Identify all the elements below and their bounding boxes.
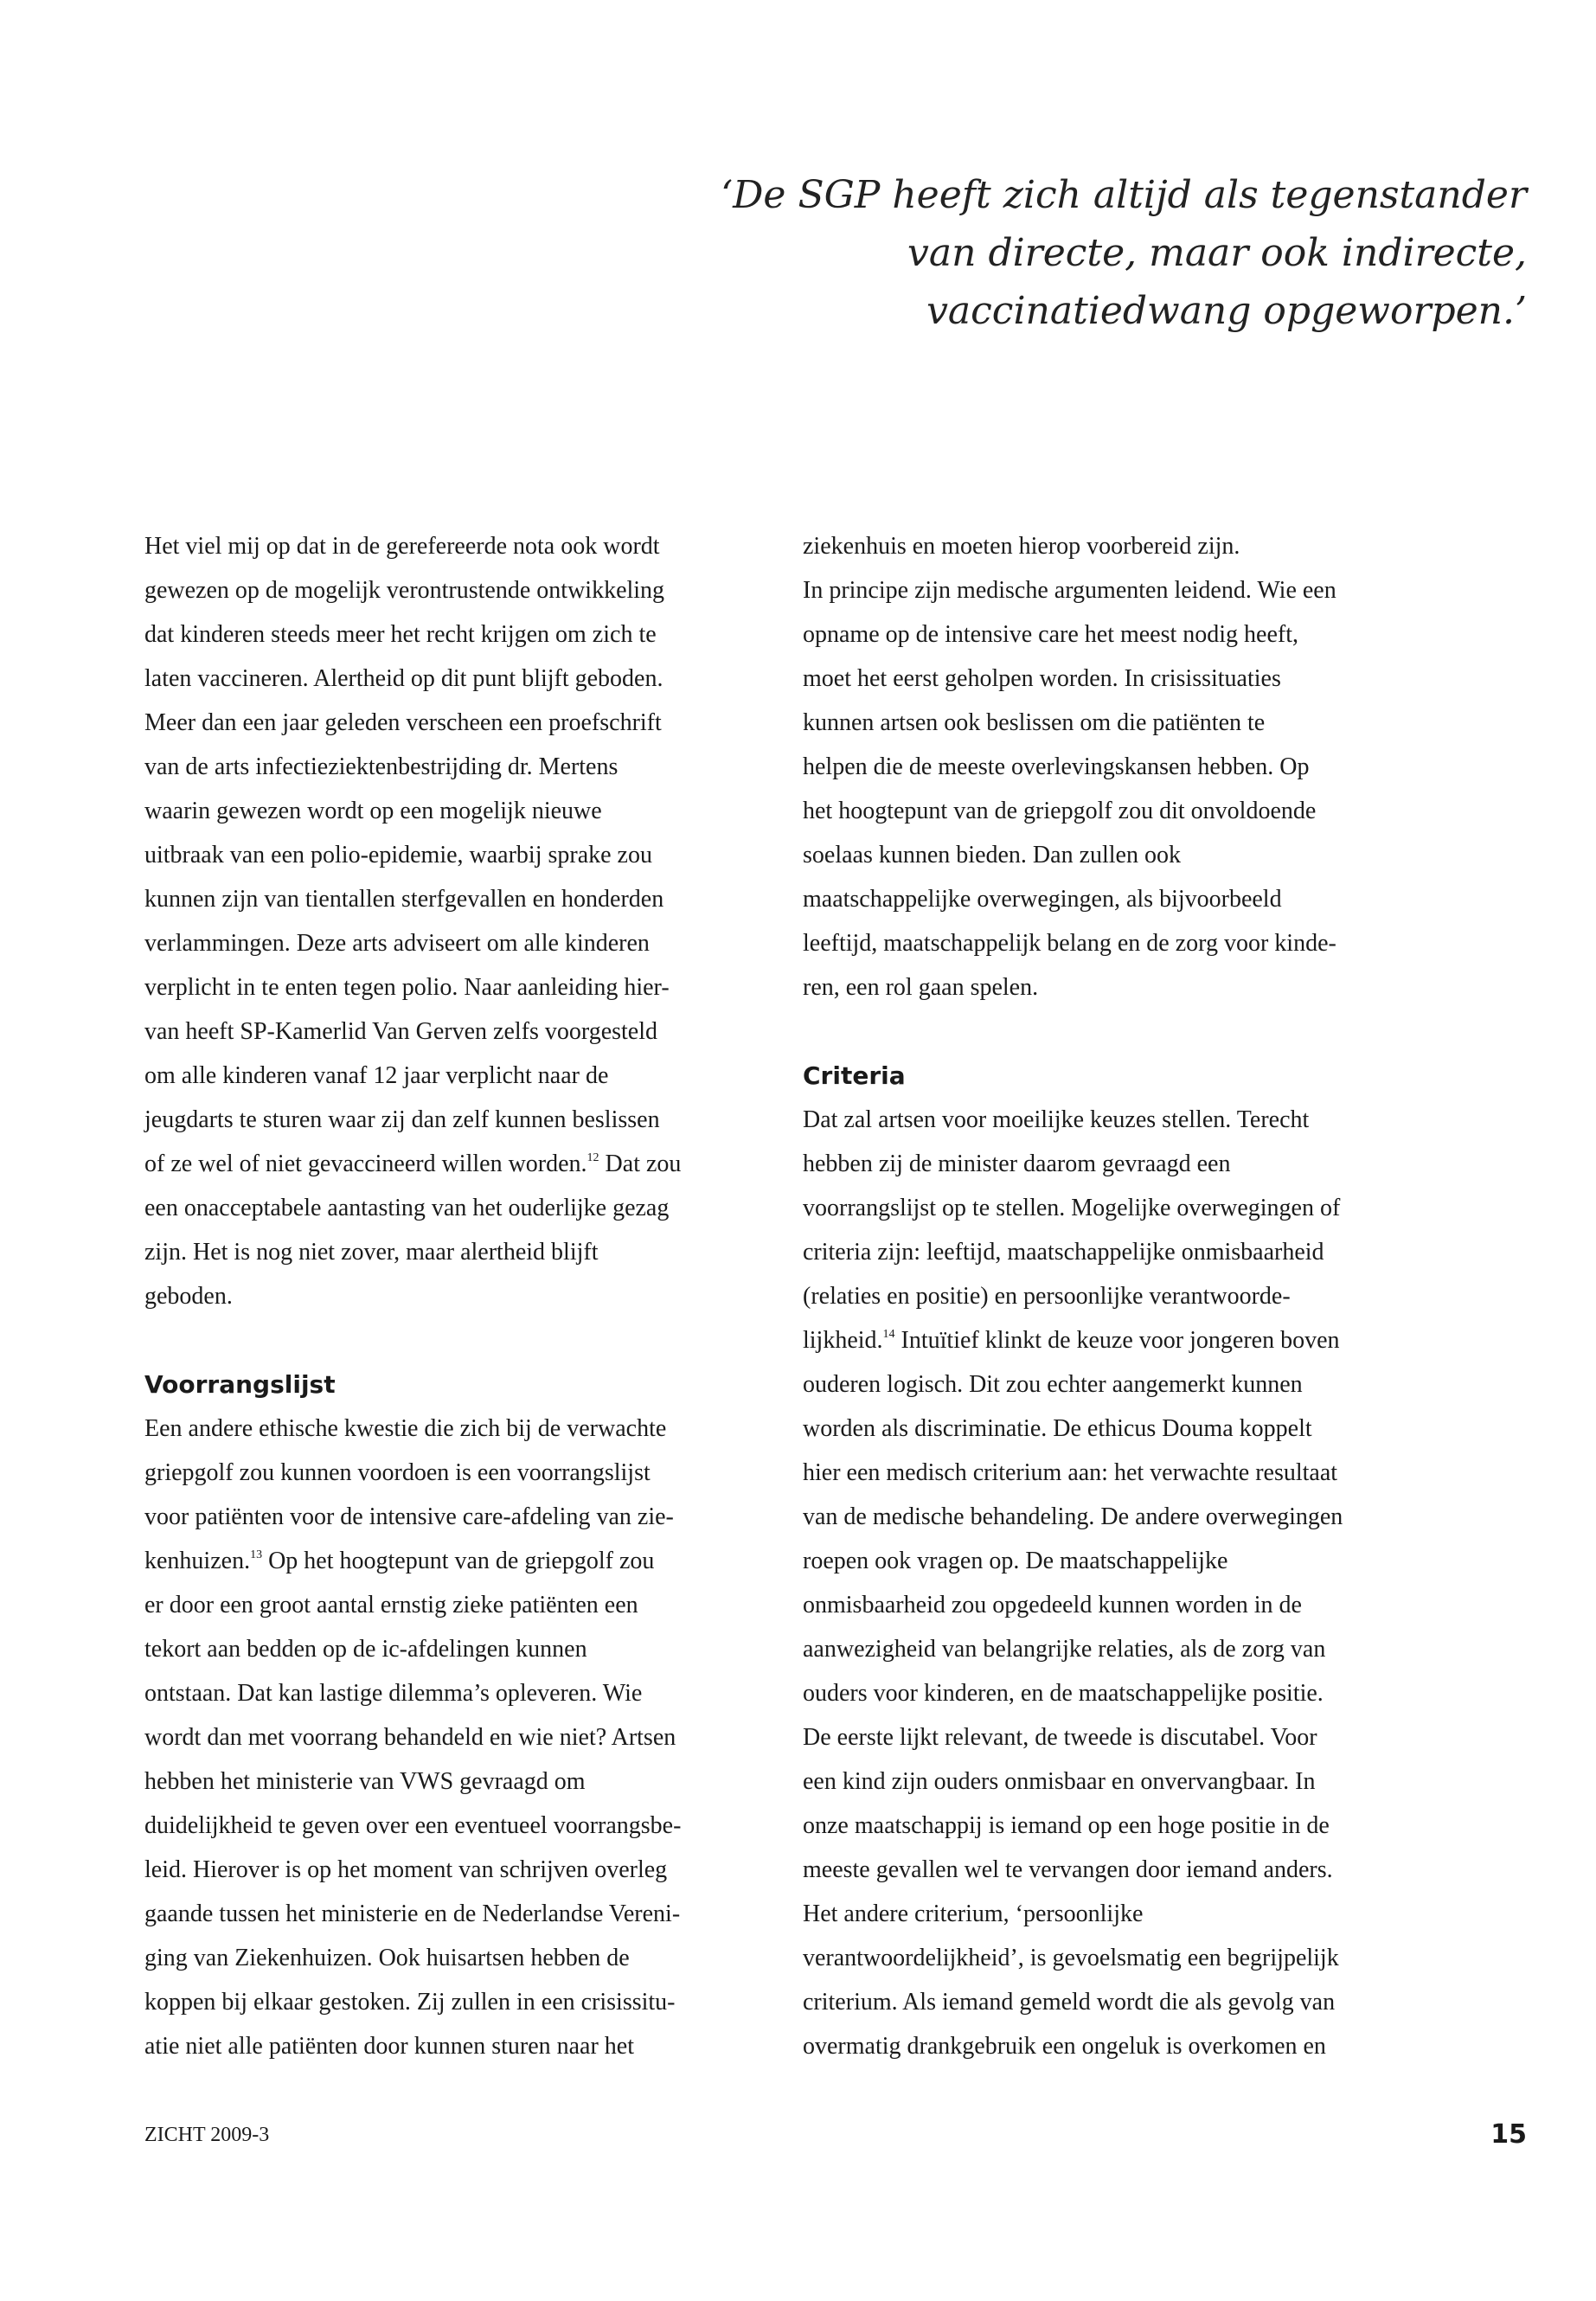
- text-line: geboden.: [144, 1283, 233, 1310]
- text-line: Meer dan een jaar geleden verscheen een proefschrift: [144, 709, 662, 736]
- text-line: gaande tussen het ministerie en de Nederlandse Vereni-: [144, 1900, 681, 1927]
- text-line: een kind zijn ouders onmisbaar en onvervangbaar. In: [803, 1768, 1316, 1795]
- text-line: maatschappelijke overwegingen, als bijvoorbeeld: [803, 886, 1282, 913]
- text-line: opname op de intensive care het meest nodig heeft,: [803, 621, 1299, 648]
- right-column: [803, 524, 1408, 2068]
- footnote-marker: 12: [586, 1151, 599, 1164]
- text-fragment: Dat zou: [599, 1150, 682, 1177]
- text-fragment: of ze wel of niet gevaccineerd willen worden.: [144, 1150, 587, 1177]
- text-line: Het andere criterium, ‘persoonlijke: [803, 1900, 1144, 1927]
- text-line-with-footnote: [803, 1318, 1408, 1362]
- text-line: ouders voor kinderen, en de maatschappelijke positie.: [803, 1680, 1324, 1707]
- text-line: gewezen op de mogelijk verontrustende ontwikkeling: [144, 577, 665, 604]
- text-line: van de arts infectieziektenbestrijding dr. Mertens: [144, 753, 619, 780]
- text-fragment: Intuïtief klinkt de keuze voor jongeren boven: [894, 1327, 1340, 1354]
- text-line: hebben zij de minister daarom gevraagd een: [803, 1150, 1231, 1177]
- text-line: van de medische behandeling. De andere overwegingen: [803, 1503, 1343, 1530]
- text-line: jeugdarts te sturen waar zij dan zelf kunnen beslissen: [144, 1106, 660, 1133]
- left-column: [144, 524, 767, 2068]
- text-line: leeftijd, maatschappelijk belang en de zorg voor kinde-: [803, 930, 1336, 957]
- text-line: een onacceptabele aantasting van het ouderlijke gezag: [144, 1195, 670, 1221]
- text-line: het hoogtepunt van de griepgolf zou dit onvoldoende: [803, 798, 1317, 824]
- footnote-marker: 13: [250, 1548, 263, 1561]
- text-line: voorrangslijst op te stellen. Mogelijke overwegingen of: [803, 1195, 1341, 1221]
- text-line: er door een groot aantal ernstig zieke patiënten een: [144, 1592, 638, 1618]
- text-line: overmatig drankgebruik een ongeluk is overkomen en: [803, 2033, 1326, 2060]
- text-line: De eerste lijkt relevant, de tweede is discutabel. Voor: [803, 1724, 1317, 1751]
- paragraph: [803, 1098, 1408, 2068]
- text-line: uitbraak van een polio-epidemie, waarbij sprake zou: [144, 842, 652, 868]
- text-line: leid. Hierover is op het moment van schrijven overleg: [144, 1856, 668, 1883]
- text-line: ouderen logisch. Dit zou echter aangemerkt kunnen: [803, 1371, 1303, 1398]
- paragraph: [144, 524, 767, 1318]
- text-line: verlammingen. Deze arts adviseert om alle kinderen: [144, 930, 650, 957]
- text-line: ziekenhuis en moeten hierop voorbereid zijn.: [803, 533, 1240, 560]
- paragraph: [803, 524, 1408, 1009]
- text-line: ren, een rol gaan spelen.: [803, 974, 1039, 1001]
- text-line: duidelijkheid te geven over een eventueel voorrangsbe-: [144, 1812, 682, 1839]
- text-line-with-footnote: [144, 1539, 767, 1583]
- pull-quote: [619, 166, 1527, 340]
- text-line: om alle kinderen vanaf 12 jaar verplicht naar de: [144, 1062, 609, 1089]
- text-line: Een andere ethische kwestie die zich bij de verwachte: [144, 1415, 667, 1442]
- page-number: 15: [1490, 2119, 1527, 2150]
- publication-footer: ZICHT 2009-3: [144, 2124, 270, 2146]
- text-fragment: kenhuizen.: [144, 1548, 251, 1574]
- text-line: atie niet alle patiënten door kunnen sturen naar het: [144, 2033, 635, 2060]
- text-line: roepen ook vragen op. De maatschappelijke: [803, 1548, 1228, 1574]
- text-line: meeste gevallen wel te vervangen door iemand anders.: [803, 1856, 1333, 1883]
- section-heading: Criteria: [803, 1061, 906, 1090]
- text-line: onze maatschappij is iemand op een hoge positie in de: [803, 1812, 1330, 1839]
- text-line: Het viel mij op dat in de gerefereerde nota ook wordt: [144, 533, 660, 560]
- text-line: criteria zijn: leeftijd, maatschappelijke onmisbaarheid: [803, 1239, 1324, 1266]
- pull-quote-line: ‘De SGP heeft zich altijd als tegenstander: [721, 173, 1527, 217]
- text-line: ontstaan. Dat kan lastige dilemma’s opleveren. Wie: [144, 1680, 643, 1707]
- text-line: onmisbaarheid zou opgedeeld kunnen worden in de: [803, 1592, 1302, 1618]
- text-line: (relaties en positie) en persoonlijke verantwoorde-: [803, 1283, 1291, 1310]
- text-line: wordt dan met voorrang behandeld en wie niet? Artsen: [144, 1724, 676, 1751]
- text-line: verantwoordelijkheid’, is gevoelsmatig een begrijpelijk: [803, 1945, 1339, 1971]
- text-line: hebben het ministerie van VWS gevraagd om: [144, 1768, 586, 1795]
- text-fragment: Op het hoogtepunt van de griepgolf zou: [262, 1548, 655, 1574]
- text-fragment: lijkheid.: [803, 1327, 883, 1354]
- text-line: laten vaccineren. Alertheid op dit punt blijft geboden.: [144, 665, 663, 692]
- text-line: Dat zal artsen voor moeilijke keuzes stellen. Terecht: [803, 1106, 1310, 1133]
- text-line: soelaas kunnen bieden. Dan zullen ook: [803, 842, 1181, 868]
- text-line: In principe zijn medische argumenten leidend. Wie een: [803, 577, 1336, 604]
- text-line-with-footnote: [144, 1142, 767, 1186]
- text-line: waarin gewezen wordt op een mogelijk nieuwe: [144, 798, 602, 824]
- text-line: griepgolf zou kunnen voordoen is een voorrangslijst: [144, 1459, 651, 1486]
- text-line: verplicht in te enten tegen polio. Naar aanleiding hier-: [144, 974, 670, 1001]
- text-line: tekort aan bedden op de ic-afdelingen kunnen: [144, 1636, 587, 1663]
- text-line: dat kinderen steeds meer het recht krijgen om zich te: [144, 621, 657, 648]
- text-line: kunnen zijn van tientallen sterfgevallen en honderden: [144, 886, 664, 913]
- text-line: koppen bij elkaar gestoken. Zij zullen in een crisissitu-: [144, 1989, 676, 2016]
- section-heading: Voorrangslijst: [144, 1370, 336, 1399]
- paragraph: [144, 1407, 767, 2068]
- text-line: zijn. Het is nog niet zover, maar alertheid blijft: [144, 1239, 599, 1266]
- text-line: helpen die de meeste overlevingskansen hebben. Op: [803, 753, 1310, 780]
- text-line: moet het eerst geholpen worden. In crisissituaties: [803, 665, 1281, 692]
- text-line: worden als discriminatie. De ethicus Douma koppelt: [803, 1415, 1312, 1442]
- footnote-marker: 14: [882, 1328, 895, 1341]
- text-line: aanwezigheid van belangrijke relaties, als de zorg van: [803, 1636, 1326, 1663]
- text-line: criterium. Als iemand gemeld wordt die als gevolg van: [803, 1989, 1336, 2016]
- text-line: ging van Ziekenhuizen. Ook huisartsen hebben de: [144, 1945, 630, 1971]
- text-line: kunnen artsen ook beslissen om die patiënten te: [803, 709, 1266, 736]
- pull-quote-line: vaccinatiedwang opgeworpen.’: [926, 289, 1527, 333]
- pull-quote-line: van directe, maar ook indirecte,: [907, 231, 1527, 275]
- text-line: van heeft SP-Kamerlid Van Gerven zelfs voorgesteld: [144, 1018, 658, 1045]
- text-line: hier een medisch criterium aan: het verwachte resultaat: [803, 1459, 1338, 1486]
- text-line: voor patiënten voor de intensive care-afdeling van zie-: [144, 1503, 674, 1530]
